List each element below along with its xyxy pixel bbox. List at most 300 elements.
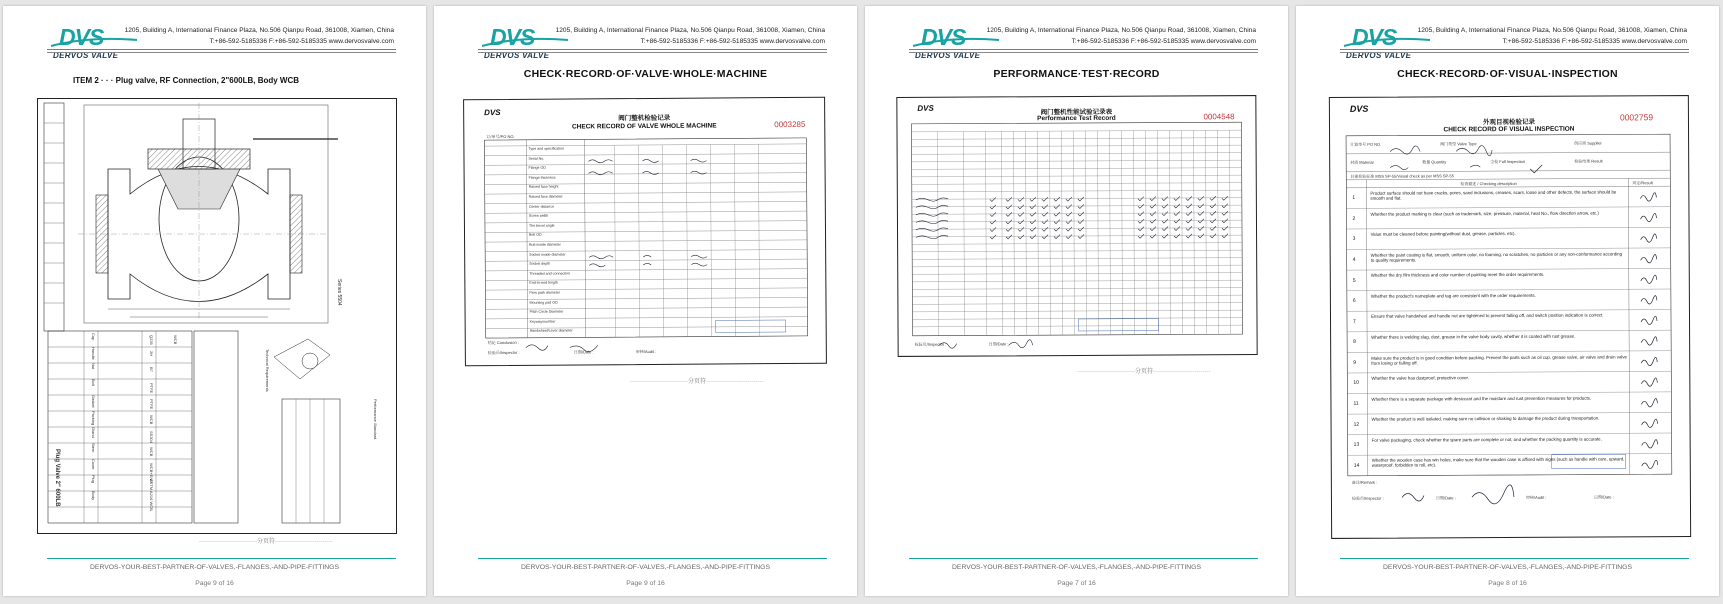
grid-line [1194, 130, 1195, 334]
sheet-en-title: CHECK RECORD OF VALVE WHOLE MACHINE [571, 122, 717, 131]
part-name: Bolt [91, 379, 96, 386]
sheet-logo: DVS [484, 108, 501, 118]
handwritten-mark [1162, 219, 1168, 223]
grid-line [1182, 130, 1183, 334]
record-row-label: Handwheel/Lever diameter [529, 328, 573, 334]
result-label: 检验结果 Result [1574, 158, 1603, 164]
grid-line [912, 250, 1242, 252]
footer-tagline: DERVOS-YOUR-BEST-PARTNER-OF-VALVES,-FLANGES,-AND-PIPE-FITTINGS [952, 564, 1201, 571]
handwritten-mark [1006, 212, 1012, 216]
handwritten-mark [916, 205, 948, 208]
sheet-en-title: Performance Test Record [1037, 114, 1116, 123]
performance-test-scan [896, 95, 1257, 357]
part-name: Stem [91, 443, 96, 453]
header-divider [47, 49, 396, 50]
inspector-label: 检验员/Inspector : [914, 341, 947, 347]
handwritten-mark [1198, 234, 1204, 238]
handwritten-mark [1042, 220, 1048, 224]
handwritten-mark [1018, 197, 1024, 201]
grid-line [912, 198, 1242, 200]
po-label: 计划单号 PO NO. [1350, 141, 1382, 147]
grid-line [486, 317, 808, 319]
handwritten-mark [1006, 197, 1012, 201]
handwritten-mark [1222, 234, 1228, 238]
grid-line [912, 318, 1242, 320]
page-break-marker: ·····························分页符····························· [199, 539, 333, 545]
grid-line [1218, 130, 1219, 334]
date-label: 日期/Date : [573, 349, 594, 355]
page-number: Page 9 of 16 [626, 580, 665, 587]
footer-tagline: DERVOS-YOUR-BEST-PARTNER-OF-VALVES,-FLANGES,-AND-PIPE-FITTINGS [521, 564, 770, 571]
audit-label: 审核/Audit : [1525, 494, 1547, 500]
handwritten-mark [1186, 211, 1192, 215]
record-row-label: The bevel angle [528, 223, 555, 228]
record-row-label: Socket inside diameter [529, 252, 566, 257]
standard-label: Performance Standard [373, 399, 378, 440]
grid-line [912, 273, 1242, 275]
check-item-description: Whether the wooden case has win holes, make sure that the wooden case is affixed with signs (such as handle with care, upward, waterproof, forbidden to roll, etc). [1371, 456, 1625, 469]
record-row-label: Raised face height [528, 184, 559, 190]
check-item-description: Make sure the product is in good condition before packing. Prevent the parts such as oil cup, grease valve, air valve and drain valve from losing or falling off. [1371, 353, 1628, 366]
record-row-label: Keyway/number [529, 319, 556, 324]
visual-inspection-scan [1329, 95, 1691, 539]
handwritten-mark [1066, 197, 1072, 201]
handwritten-mark [1162, 227, 1168, 231]
check-item-description: Ensure that valve handwheel and handle nut are tightened to prevent falling off, and switch position indication is correct. [1370, 312, 1604, 320]
handwritten-mark [1174, 204, 1180, 208]
handwritten-mark [1641, 234, 1657, 242]
grid-line [912, 243, 1242, 245]
grid-line [986, 131, 987, 335]
part-material: SS304 [149, 431, 154, 444]
inspector-label: 检验员/Inspector : [1351, 495, 1384, 501]
handwritten-mark [1078, 227, 1084, 231]
handwritten-mark [1078, 219, 1084, 223]
header-divider-thin [478, 52, 827, 53]
date-label-2: 日期/Date : [1593, 494, 1614, 500]
material-label: 材质 Material [1350, 159, 1374, 165]
grid-line [1050, 131, 1051, 335]
header-divider [478, 49, 827, 50]
handwritten-mark [1222, 196, 1228, 200]
valve-drawing [37, 98, 397, 534]
tech-req-title: Technical Requirements [265, 349, 270, 392]
date-label: 日期/Date : [988, 341, 1009, 347]
check-item-description: Value must be cleaned before painting(without dust, grease, particles, etc). [1370, 231, 1516, 237]
handwritten-mark [1078, 197, 1084, 201]
document-page-4 [1296, 6, 1719, 596]
part-name: Packing [91, 411, 96, 426]
grid-line [485, 192, 807, 194]
standard-text: 目视检验标准 MSS SP-55/Visual check as per MSS SP-55 [1350, 173, 1455, 179]
handwritten-mark [1186, 196, 1192, 200]
handwritten-mark [1018, 227, 1024, 231]
company-contact: T:+86-592-5185336 F:+86-592-5185335 www.dervosvalve.com [1502, 38, 1687, 45]
grid-line [912, 310, 1242, 312]
header-divider [909, 49, 1258, 50]
handwritten-mark [1150, 227, 1156, 231]
part-name: Cover [91, 459, 96, 470]
part-name: Handle [91, 347, 96, 360]
grid-line [912, 295, 1242, 297]
record-row-label: Pitch Circle Diameter [529, 309, 564, 314]
grid-line [1158, 131, 1159, 335]
grid-line [912, 190, 1242, 192]
handwritten-mark [1640, 213, 1656, 221]
handwritten-mark [1006, 220, 1012, 224]
handwritten-mark [1066, 220, 1072, 224]
handwritten-mark [1150, 212, 1156, 216]
col-checking-header: 检查描述 / Checking description [1460, 180, 1517, 187]
check-item-description: Whether the valve has dustproof, protective cover. [1371, 375, 1469, 381]
handwritten-mark [1054, 227, 1060, 231]
handwritten-mark [1030, 212, 1036, 216]
check-item-number: 5 [1352, 277, 1356, 284]
check-item-number: 11 [1353, 400, 1359, 407]
check-item-number: 7 [1353, 318, 1356, 325]
header-divider-thin [1340, 52, 1689, 53]
check-item-number: 1 [1352, 195, 1356, 202]
valve-type-label: 阀门类型 Valve Type [1440, 141, 1477, 147]
company-contact: T:+86-592-5185336 F:+86-592-5185335 www.dervosvalve.com [1071, 38, 1256, 45]
remark-label: 备注/Remark : [1351, 479, 1378, 485]
check-item-description: Whether the paint coating is flat, smooth, uniform color, no foaming, no scratches, no particles or any non-conformance according to quality requirements. [1370, 251, 1623, 263]
handwritten-mark [1640, 193, 1656, 201]
grid-line [1074, 131, 1075, 335]
handwritten-mark [1174, 226, 1180, 230]
check-item-description: Product surface should not have cracks, pores, sand inclusions, creases, scars, loose and other defects, the surface should be smooth and flat. [1370, 189, 1617, 201]
handwritten-mark [1066, 205, 1072, 209]
handwritten-mark [1641, 398, 1657, 406]
handwritten-mark [1042, 212, 1048, 216]
handwritten-mark [990, 212, 996, 216]
handwritten-mark [1006, 235, 1012, 239]
handwritten-mark [916, 198, 948, 201]
whole-machine-record-scan [463, 97, 827, 367]
handwritten-mark [1210, 226, 1216, 230]
grid-line [912, 160, 1242, 162]
handwritten-mark [1162, 212, 1168, 216]
handwritten-mark [1210, 219, 1216, 223]
company-contact: T:+86-592-5185336 F:+86-592-5185335 www.dervosvalve.com [209, 38, 394, 45]
check-item-description: Whether the product's nameplate and tag are consistent with the order requirements. [1370, 292, 1536, 299]
grid-line [912, 303, 1242, 305]
handwritten-mark [1066, 227, 1072, 231]
grid-line [1146, 131, 1147, 335]
handwritten-mark [1186, 219, 1192, 223]
record-row-label: Screw width [528, 213, 549, 218]
part-material: WCB+ENP [149, 463, 154, 483]
test-table-grid [897, 96, 1256, 356]
grid-line [1230, 130, 1231, 334]
grid-line [1122, 131, 1123, 335]
document-page-1 [3, 6, 426, 596]
grid-line [912, 213, 1242, 215]
grid-line [912, 205, 1242, 207]
handwritten-mark [1641, 337, 1657, 345]
grid-line [938, 132, 939, 336]
handwritten-mark [1030, 205, 1036, 209]
handwritten-mark [1150, 219, 1156, 223]
check-item-description: Whether the product is well isolated, making sure no collision or shaking to damage the product during transportation. [1371, 415, 1600, 423]
handwritten-mark [1641, 316, 1657, 324]
handwritten-mark [1150, 234, 1156, 238]
grid-line [912, 265, 1242, 267]
handwritten-mark [1210, 234, 1216, 238]
handwritten-mark [1030, 197, 1036, 201]
page-heading: PERFORMANCE·TEST·RECORD [993, 68, 1160, 80]
grid-line [1014, 131, 1015, 335]
document-page-3 [865, 6, 1288, 596]
part-name: Cap [91, 333, 96, 341]
handwritten-mark [1198, 211, 1204, 215]
quantity-label: 数量 Quantity [1422, 159, 1447, 165]
handwritten-mark [1018, 205, 1024, 209]
handwritten-mark [1066, 212, 1072, 216]
handwritten-mark [1198, 219, 1204, 223]
grid-line [912, 168, 1242, 170]
handwritten-mark [1210, 204, 1216, 208]
handwritten-mark [1642, 460, 1658, 468]
handwritten-mark [916, 228, 948, 231]
grid-line [964, 132, 965, 336]
grid-line [485, 240, 807, 242]
part-material: WCB [149, 447, 154, 457]
grid-line [912, 280, 1242, 282]
handwritten-mark [1210, 196, 1216, 200]
handwritten-mark [1162, 204, 1168, 208]
handwritten-mark [1006, 227, 1012, 231]
page-heading: CHECK·RECORD·OF·VISUAL·INSPECTION [1397, 68, 1618, 80]
document-page-2 [434, 6, 857, 596]
check-item-number: 8 [1353, 339, 1356, 346]
grid-line [912, 258, 1242, 260]
handwritten-mark [1054, 205, 1060, 209]
logo-text: DVS [1352, 24, 1397, 50]
company-contact: T:+86-592-5185336 F:+86-592-5185335 www.dervosvalve.com [640, 38, 825, 45]
svg-text:Series 5504: Series 5504 [336, 279, 342, 306]
record-row-label: Raised face diameter [528, 194, 563, 199]
handwritten-mark [1641, 254, 1657, 262]
sheet-logo: DVS [1349, 103, 1369, 114]
sheet-cn-title: 阀门整机检验记录 [618, 114, 671, 123]
record-row-label: Flange OD [528, 165, 546, 170]
handwritten-mark [916, 235, 948, 238]
grid-line [912, 220, 1242, 222]
handwritten-mark [1222, 219, 1228, 223]
handwritten-mark [1174, 211, 1180, 215]
audit-label: 审核/Audit : [635, 348, 657, 355]
check-item-description: Whether there is a separate package with desiccant and the moisture and rust prevention measures for products. [1371, 395, 1592, 402]
handwritten-mark [1642, 419, 1658, 427]
part-name: Plug [91, 475, 96, 484]
part-name: Gasket [91, 395, 96, 408]
handwritten-mark [990, 220, 996, 224]
check-item-description: For valve packaging, check whether the spare parts are complete or not, and whether the packing quantity is accurate. [1371, 436, 1602, 443]
record-row-label: End-to-end length [529, 280, 558, 286]
footer-tagline: DERVOS-YOUR-BEST-PARTNER-OF-VALVES,-FLANGES,-AND-PIPE-FITTINGS [90, 564, 339, 571]
handwritten-mark [1030, 220, 1036, 224]
grid-line [912, 153, 1242, 155]
handwritten-mark [1138, 204, 1144, 208]
page-break-marker: ·····························分页符····························· [630, 379, 764, 385]
check-item-description: Whether the product marking is clear (such as trademark, size, pressure, material, heat No., flow direction arrow, etc.) [1370, 210, 1599, 217]
handwritten-mark [1222, 204, 1228, 208]
handwritten-mark [1641, 296, 1657, 304]
handwritten-mark [1054, 235, 1060, 239]
grid-line [1086, 131, 1087, 335]
handwritten-mark [1030, 227, 1036, 231]
grid-line [485, 288, 807, 290]
handwritten-mark [990, 227, 996, 231]
handwritten-mark [1138, 212, 1144, 216]
handwritten-mark [1222, 226, 1228, 230]
header-divider-thin [47, 52, 396, 53]
part-material: ASTM A216 WCB [149, 479, 154, 511]
inspector-label: 检验员/Inspector : [487, 349, 520, 356]
logo-subtitle: DERVOS VALVE [1346, 51, 1412, 60]
grid-line [1062, 131, 1063, 335]
handwritten-mark [1162, 234, 1168, 238]
grid-line [1206, 130, 1207, 334]
check-item-number: 13 [1353, 441, 1360, 448]
grid-line [1110, 131, 1111, 335]
record-row-label: Mounting pad OD [529, 300, 558, 305]
sheet-number: 0004548 [1203, 112, 1235, 122]
record-row-label: Butt inside diameter [529, 242, 561, 247]
sheet-number: 0003285 [774, 119, 806, 130]
page-break-marker: ·····························分页符····························· [1077, 369, 1211, 375]
company-address: 1205, Building A, International Finance Plaza, No.506 Qianpu Road, 361008, Xiamen, China [124, 27, 394, 34]
grid-line [912, 235, 1242, 237]
page-number: Page 7 of 16 [1057, 580, 1096, 587]
page-heading: CHECK·RECORD·OF·VALVE·WHOLE·MACHINE [523, 68, 768, 80]
handwritten-mark [1198, 204, 1204, 208]
company-address: 1205, Building A, International Finance Plaza, No.506 Qianpu Road, 361008, Xiamen, China [555, 27, 825, 34]
logo-text: DVS [921, 24, 966, 50]
grid-line [1026, 131, 1027, 335]
header-divider [1340, 49, 1689, 50]
grid-line [1170, 131, 1171, 335]
handwritten-mark [1642, 440, 1658, 448]
handwritten-mark [1150, 204, 1156, 208]
handwritten-mark [1210, 211, 1216, 215]
grid-line [1002, 131, 1003, 335]
handwritten-mark [1174, 219, 1180, 223]
handwritten-mark [1186, 204, 1192, 208]
grid-line [1134, 131, 1135, 335]
handwritten-mark [1162, 197, 1168, 201]
handwritten-mark [1066, 235, 1072, 239]
col-result-header: 判定/Result [1632, 180, 1653, 186]
record-row-label: Type and specification [528, 146, 564, 151]
logo-subtitle: DERVOS VALVE [53, 51, 119, 60]
handwritten-mark [1042, 205, 1048, 209]
handwritten-mark [1641, 275, 1657, 283]
footer-tagline: DERVOS-YOUR-BEST-PARTNER-OF-VALVES,-FLANGES,-AND-PIPE-FITTINGS [1383, 564, 1632, 571]
check-item-number: 6 [1352, 297, 1356, 304]
record-row-label: Bolt OD [529, 233, 542, 238]
check-item-number: 14 [1353, 462, 1360, 469]
sheet-cn-title: 外观目视检验记录 [1482, 118, 1535, 127]
sheet-logo: DVS [917, 103, 934, 113]
page-number: Page 9 of 16 [195, 580, 234, 587]
handwritten-mark [1138, 227, 1144, 231]
part-material: B7 [149, 367, 154, 372]
part-material: WCB [149, 415, 154, 425]
grid-line [912, 288, 1242, 290]
full-inspection-label: 全检 Full Inspection [1490, 158, 1526, 165]
footer-divider [1340, 558, 1689, 559]
handwritten-mark [1078, 234, 1084, 238]
sheet-cn-title: 阀门整机性能试验记录表 [1040, 108, 1113, 117]
record-row-label: Serial No. [528, 156, 545, 161]
record-row-label: Flow path diameter [529, 290, 561, 295]
grid-line [912, 175, 1242, 177]
logo-subtitle: DERVOS VALVE [484, 51, 550, 60]
handwritten-mark [1198, 226, 1204, 230]
handwritten-mark [1018, 212, 1024, 216]
check-item-number: 2 [1352, 215, 1356, 222]
check-item-number: 4 [1352, 256, 1356, 263]
handwritten-mark [1042, 235, 1048, 239]
grid-line [1038, 131, 1039, 335]
handwritten-mark [916, 213, 948, 216]
grid-line [912, 130, 1242, 132]
sheet-en-title: CHECK RECORD OF VISUAL INSPECTION [1443, 125, 1575, 134]
sheet-number: 0002759 [1619, 112, 1654, 123]
handwritten-mark [1641, 357, 1657, 365]
handwritten-mark [1042, 197, 1048, 201]
grid-line [912, 138, 1242, 140]
handwritten-mark [1054, 197, 1060, 201]
check-item-number: 10 [1353, 380, 1359, 387]
handwritten-mark [1174, 196, 1180, 200]
company-address: 1205, Building A, International Finance Plaza, No.506 Qianpu Road, 361008, Xiamen, China [1417, 27, 1687, 34]
handwritten-mark [1138, 197, 1144, 201]
record-row-label: Threaded and connection [529, 271, 571, 276]
handwritten-mark [1150, 197, 1156, 201]
part-material: PTFE [149, 399, 154, 410]
handwritten-mark [1138, 234, 1144, 238]
handwritten-mark [1186, 234, 1192, 238]
handwritten-mark [1030, 235, 1036, 239]
check-item-description: Whether there is welding slag, dust, grease in the valve body cavity, whether it is coated with rust grease. [1371, 333, 1576, 340]
handwritten-mark [1222, 211, 1228, 215]
handwritten-mark [990, 197, 996, 201]
record-row-label: Flange thickness [528, 175, 556, 180]
part-name: Gland [91, 427, 96, 438]
drawing-title-block: Plug Valve 2" 600LB [54, 449, 60, 507]
date-label: 日期/Date : [1435, 495, 1456, 501]
part-material: 2H [149, 351, 154, 357]
handwritten-mark [1018, 220, 1024, 224]
company-address: 1205, Building A, International Finance Plaza, No.506 Qianpu Road, 361008, Xiamen, China [986, 27, 1256, 34]
footer-divider [909, 558, 1258, 559]
footer-divider [478, 558, 827, 559]
record-table-grid [464, 98, 826, 366]
part-material: Q235 [149, 335, 154, 345]
grid-line [912, 183, 1242, 185]
part-material: WCB [173, 335, 178, 345]
handwritten-mark [1018, 235, 1024, 239]
handwritten-mark [1054, 220, 1060, 224]
page-number: Page 8 of 16 [1488, 580, 1527, 587]
handwritten-mark [1641, 378, 1657, 386]
logo-subtitle: DERVOS VALVE [915, 51, 981, 60]
handwritten-mark [1054, 212, 1060, 216]
grid-line [1098, 131, 1099, 335]
